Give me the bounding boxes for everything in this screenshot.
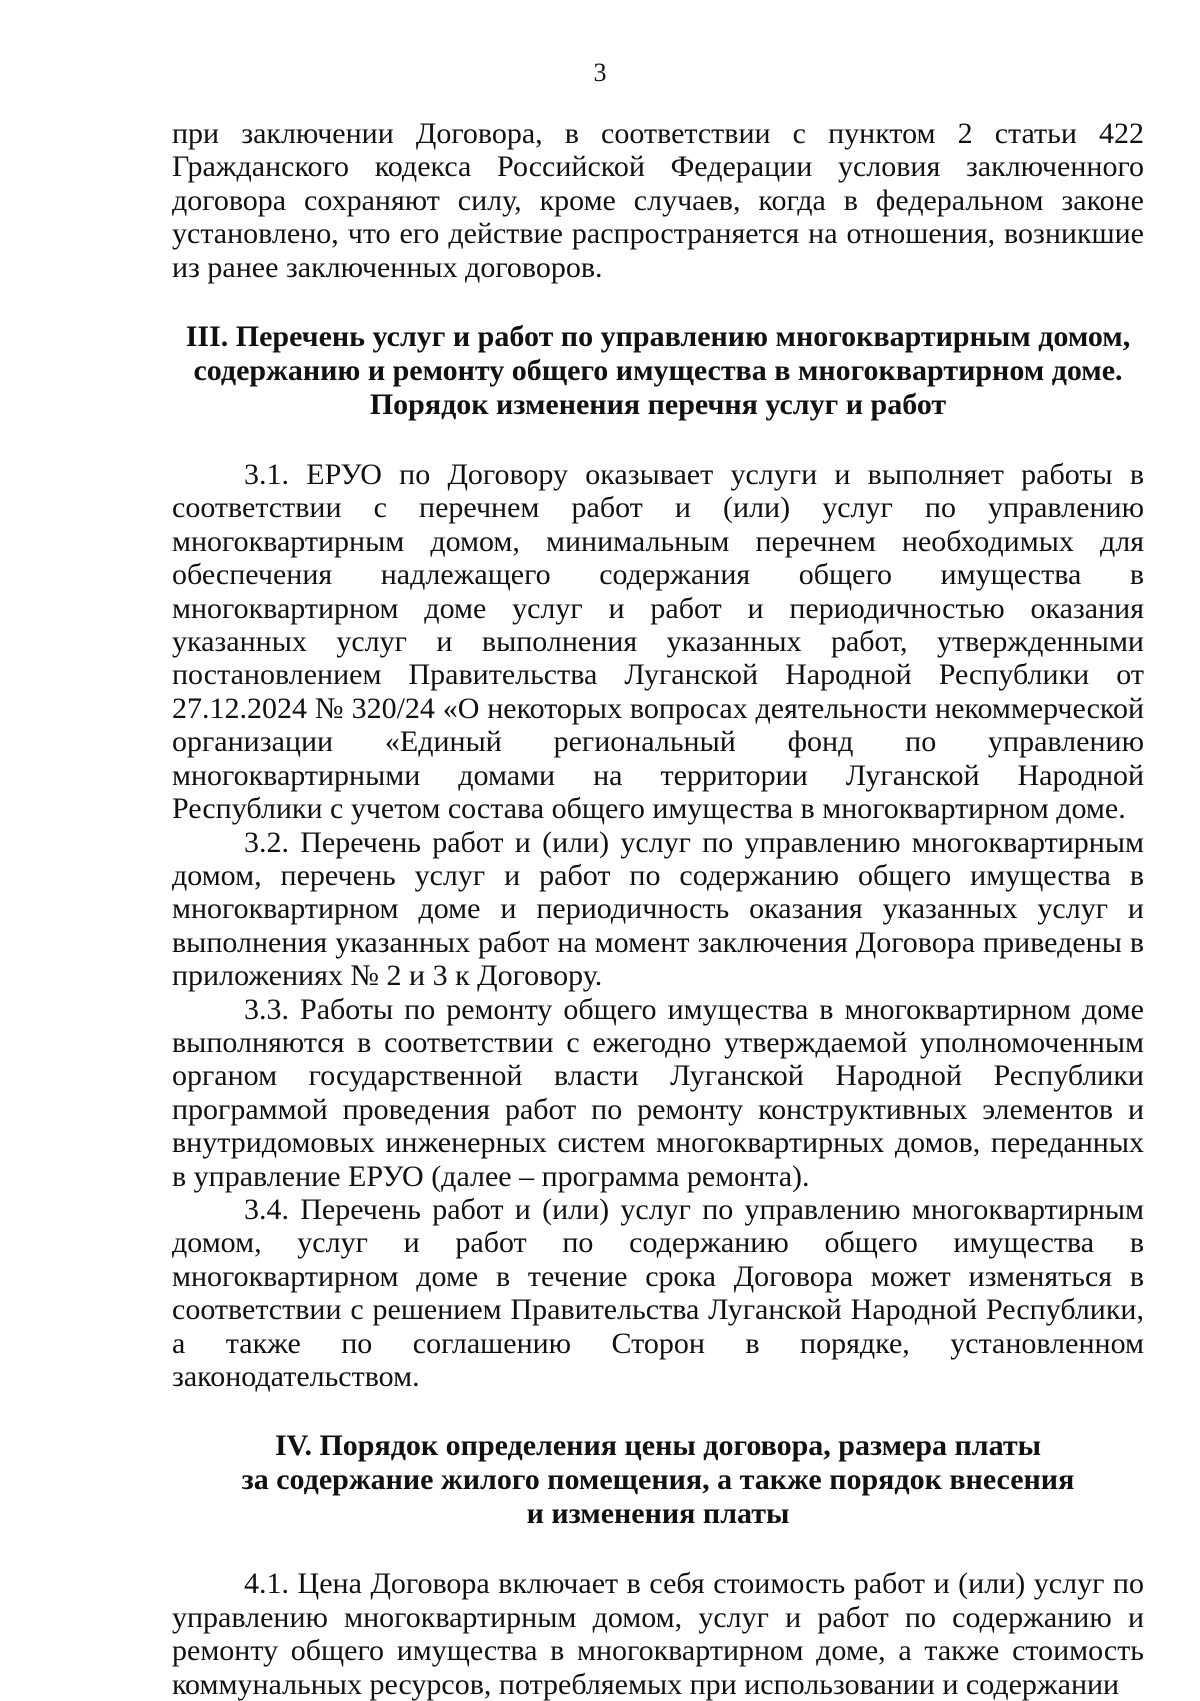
document-body xyxy=(172,117,1144,1701)
clause-3-1: 3.1. ЕРУО по Договору оказывает услуги и выполняет работы в соответствии с перечнем работ и (или) услуг по управлению многоквартирным домом, минимальным перечнем необходимых для обеспечения надлежащего содержания общего имущества в многоквартирном доме услуг и работ и периодичностью оказания указанных услуг и выполнения указанных работ, утвержденными постановлением Правительства Луганской Народной Республики от 27.12.2024 № 320/24 «О некоторых вопросах деятельности некоммерческой организации «Единый региональный фонд по управлению многоквартирными домами на территории Луганской Народной Республики с учетом состава общего имущества в многоквартирном доме. xyxy=(172,458,1144,826)
section-3-heading-line: Порядок изменения перечня услуг и работ xyxy=(369,388,947,422)
section-4-heading-line: IV. Порядок определения цены договора, размера платы xyxy=(274,1429,1042,1463)
spacer xyxy=(172,1531,1144,1567)
spacer xyxy=(172,422,1144,458)
clause-3-4: 3.4. Перечень работ и (или) услуг по управлению многоквартирным домом, услуг и работ по содержанию общего имущества в многоквартирном доме в течение срока Договора может изменяться в соответствии с решением Правительства Луганской Народной Республики, а также по соглашению Сторон в порядке, установленном законодательством. xyxy=(172,1192,1144,1393)
section-3-heading-line: III. Перечень услуг и работ по управлению многоквартирным домом, xyxy=(185,320,1131,354)
section-4-heading-line: и изменения платы xyxy=(526,1497,790,1531)
section-3-heading xyxy=(172,320,1144,422)
section-4-heading-line: за содержание жилого помещения, а также порядок внесения xyxy=(241,1463,1075,1497)
section-4-heading xyxy=(172,1429,1144,1531)
clause-4-1: 4.1. Цена Договора включает в себя стоимость работ и (или) услуг по управлению многоквартирным домом, услуг и работ по содержанию и ремонту общего имущества в многоквартирном доме, а также стоимость коммунальных ресурсов, потребляемых при использовании и содержании xyxy=(172,1567,1144,1701)
clause-3-2: 3.2. Перечень работ и (или) услуг по управлению многоквартирным домом, перечень услуг и работ по содержанию общего имущества в многоквартирном доме и периодичность оказания указанных услуг и выполнения указанных работ на момент заключения Договора приведены в приложениях № 2 и 3 к Договору. xyxy=(172,825,1144,993)
section-3-heading-line: содержанию и ремонту общего имущества в многоквартирном доме. xyxy=(193,354,1123,388)
page-number: 3 xyxy=(593,58,607,87)
spacer xyxy=(172,284,1144,320)
spacer xyxy=(172,1393,1144,1429)
clause-3-3: 3.3. Работы по ремонту общего имущества в многоквартирном доме выполняются в соответствии с ежегодно утверждаемой уполномоченным органом государственной власти Луганской Народной Республики программой проведения работ по ремонту конструктивных элементов и внутридомовых инженерных систем многоквартирных домов, переданных в управление ЕРУО (далее – программа ремонта). xyxy=(172,992,1144,1193)
intro-paragraph: при заключении Договора, в соответствии с пунктом 2 статьи 422 Гражданского кодекса Российской Федерации условия заключенного договора сохраняют силу, кроме случаев, когда в федеральном законе установлено, что его действие распространяется на отношения, возникшие из ранее заключенных договоров. xyxy=(172,117,1144,284)
